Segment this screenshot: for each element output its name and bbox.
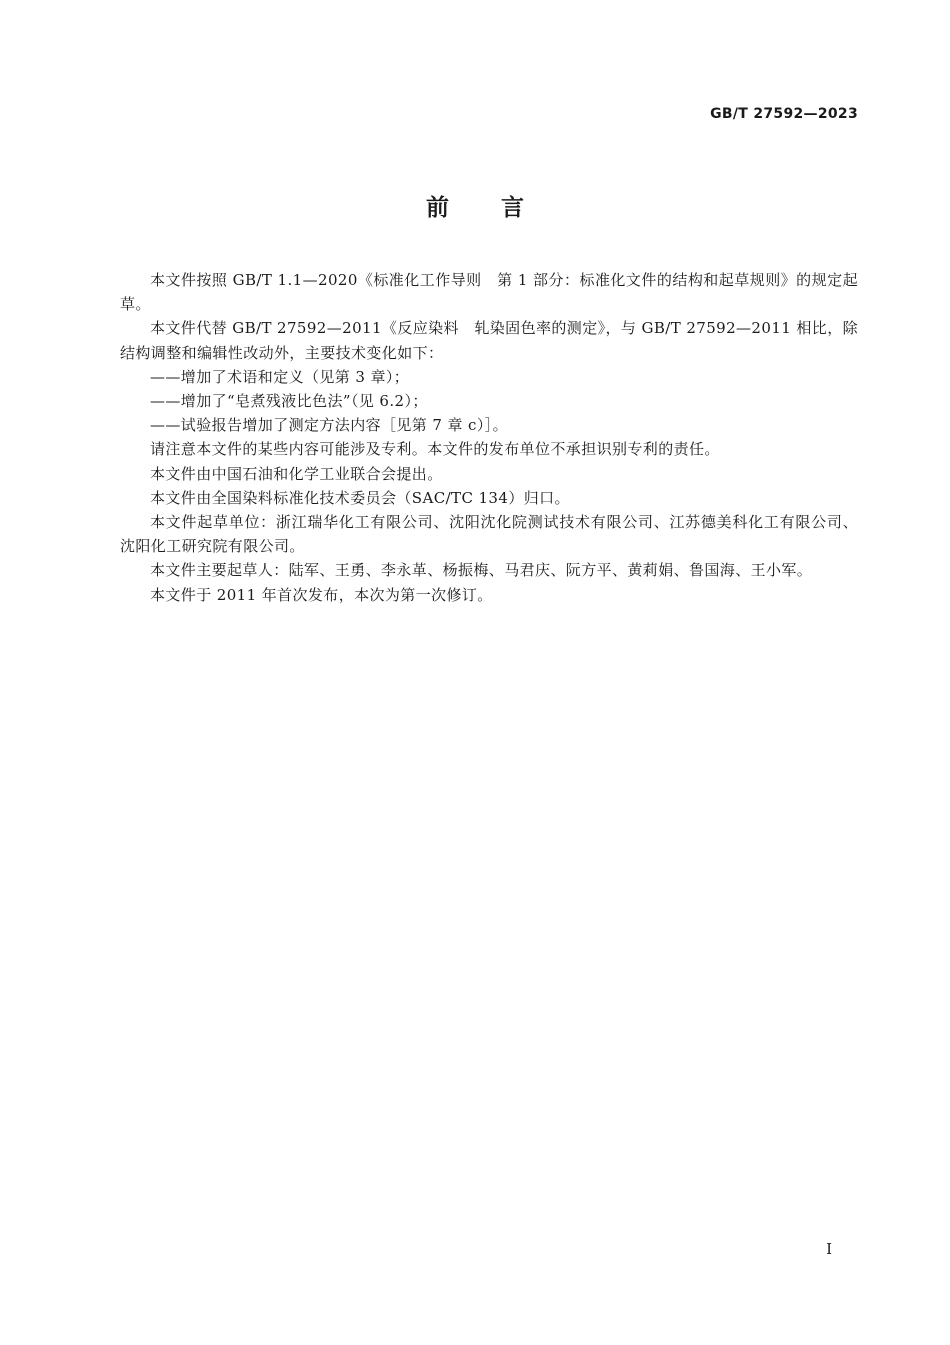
paragraph-proposed-by: 本文件由中国石油和化学工业联合会提出。 xyxy=(150,464,443,483)
paragraph-drafting-rules: 本文件按照 GB/T 1.1—2020《标准化工作导则 第 1 部分：标准化文件的结构和起草规则》的规定起草。 xyxy=(120,271,858,314)
paragraph-drafters: 本文件主要起草人：陆军、王勇、李永革、杨振梅、马君庆、阮方平、黄莉娟、鲁国海、王小军。 xyxy=(150,561,813,580)
paragraph-under-jurisdiction: 本文件由全国染料标准化技术委员会（SAC/TC 134）归口。 xyxy=(150,488,570,507)
paragraph-patent-notice: 请注意本文件的某些内容可能涉及专利。本文件的发布单位不承担识别专利的责任。 xyxy=(150,440,720,459)
document-number: GB/T 27592—2023 xyxy=(710,106,858,122)
paragraph-revision-history: 本文件于 2011 年首次发布，本次为第一次修订。 xyxy=(150,585,493,604)
change-item-report: ——试验报告增加了测定方法内容［见第 7 章 c）］。 xyxy=(150,416,509,435)
page-number: Ⅰ xyxy=(826,1240,832,1258)
paragraph-drafting-units: 本文件起草单位：浙江瑞华化工有限公司、沈阳沈化院测试技术有限公司、江苏德美科化工有限公司、沈阳化工研究院有限公司。 xyxy=(120,513,858,556)
change-item-terms: ——增加了术语和定义（见第 3 章）； xyxy=(150,367,410,386)
paragraph-replacement: 本文件代替 GB/T 27592—2011《反应染料 轧染固色率的测定》，与 GB/T 27592—2011 相比，除结构调整和编辑性改动外，主要技术变化如下： xyxy=(120,319,858,362)
change-item-method: ——增加了“皂煮残液比色法”（见 6.2）； xyxy=(150,392,428,411)
page-title: 前言 xyxy=(426,195,576,221)
foreword-body xyxy=(120,268,858,607)
